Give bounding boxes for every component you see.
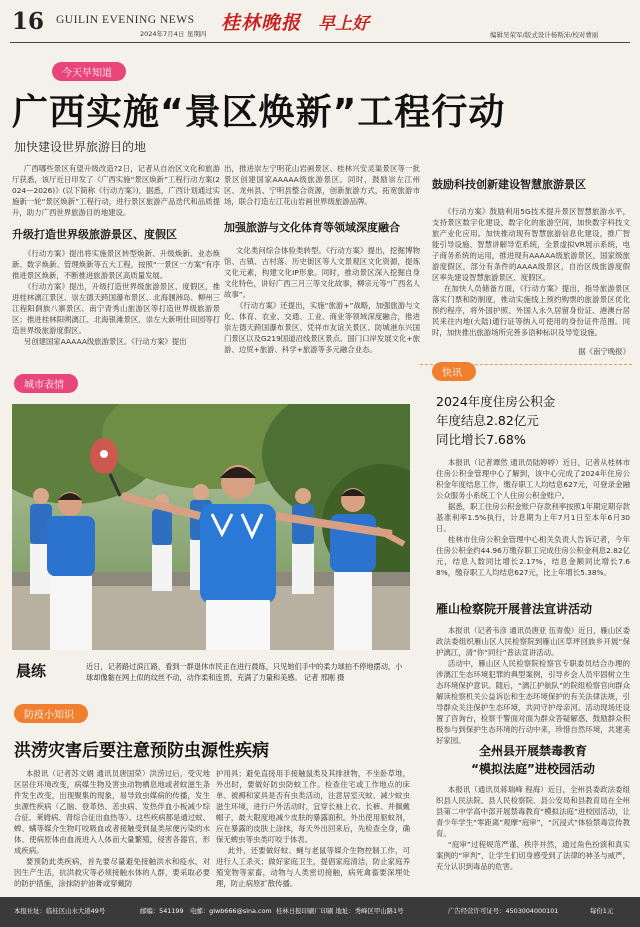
footer-postcode: 邮编：541199 (140, 907, 184, 915)
footer-email: 电邮：glwb666@sina.com (190, 907, 272, 915)
footer-bar (0, 897, 640, 927)
footer-address: 本报社址：临桂区山水大道49号 (14, 907, 106, 915)
section-tag-fast: 快讯 (432, 362, 476, 381)
flood-col-2 (216, 768, 410, 889)
photo-illustration (12, 404, 410, 650)
section-tag-today: 今天早知道 (52, 62, 126, 81)
masthead-rule (10, 42, 630, 43)
page-number: 16 (12, 8, 45, 35)
footer-printer: 桂林日报印刷厂印刷 地址：秀峰区甲山路1号 (276, 907, 404, 915)
article-col-1 (12, 163, 220, 347)
section-tag-health: 防疫小知识 (14, 704, 88, 723)
photo-title: 晨练 (16, 662, 47, 680)
article-paragraph: 《行动方案》提出将实施景区转型焕新、升级焕新、业态焕新、数字焕新、管理焕新等五大工程，按照“一景区一方案”有序推进景区焕新，不断推进旅游景区高质量发展。 (12, 249, 220, 280)
masthead (0, 0, 640, 40)
paper-name-en: GUILIN EVENING NEWS (56, 14, 195, 26)
flood-col-1 (14, 768, 210, 889)
footer-price: 每份1元 (590, 907, 614, 915)
fund-paragraph: 据悉，职工住房公积金账户存款利率按照1年期定期存款基准利率1.5%执行，计息期为上年7月1日至本年6月30日。 (436, 502, 630, 533)
flood-paragraph: 此外，还要做好蚊、蝇与老鼠等媒介生物控制工作，可进行人工杀灭；做好家庭卫生，提倡家庭清洁，防止家庭养殖宠物等家畜，动物与人类密切接触，病死禽畜要深埋处理，防止病原扩散传播。 (216, 846, 410, 888)
article-col-3 (432, 176, 630, 357)
headline: 广西实施“景区焕新”工程行动 (12, 92, 506, 133)
fund-title-2: 年度结息2.82亿元 (436, 413, 539, 428)
flood-paragraph: 护用具；避免直接用手接触鼠类及其排泄物，不坐卧草堆，外出时，要做好防虫防蚊工作。检查住宅或工作地点的床单、被褥和家具是否有虫类活动，注意居室灭蚊、减少蚊虫滋生环境，进行户外活动时，宜穿长袖上衣、长裤、并佩戴帽子，最大限度地减少皮肤的暴露面积。外出使用驱蚊剂，应在暴露的皮肤上涂抹，每天外出回来后，先检查全身，确保无蜱虫等虫类叮咬于体表。 (216, 769, 410, 844)
yanshan-paragraph: 活动中，雁山区人民检察院检察官专职委员结合办理的涉漓江生态环境犯罪的典型案例，引导乡会人员牢固树立生态环境保护意识。随后，“漓江护航队”的院组检察官向群众解读检察机关公益诉讼和生态环境保护的有关法律法规，引导群众关注保护生态环境，共同守护母亲河。活动现场还设置了咨询台，检察干警面对面为群众答疑解惑，鼓励群众积极参与到保护生态环境的行动中来，珍惜自然环境，共建美好家园。 (436, 659, 630, 745)
fund-title-1: 2024年度住房公积金 (436, 394, 556, 409)
fund-article (436, 392, 630, 578)
photo-morning-exercise (12, 404, 410, 650)
article-col-2 (224, 163, 420, 355)
article-subhead-2: 加强旅游与文化体育等领域深度融合 (224, 221, 400, 234)
subheadline: 加快建设世界旅游目的地 (14, 140, 147, 154)
flood-headline: 洪涝灾害后要注意预防虫源性疾病 (14, 741, 269, 761)
editor-credits: 编辑吴荣军/版式设计杨斯沛/校对曹丽 (490, 31, 599, 39)
article-subhead-3: 鼓励科技创新建设智慧旅游景区 (432, 178, 586, 191)
photo-caption: 近日，记者路过滨江路，看到一群退休市民正在进行晨练，只见她们手中的柔力球拍不停地摆动，小球却像黏在网上似的纹丝不动，动作柔和连贯，充满了力量和美感。 记者 邢刚 摄 (86, 662, 403, 682)
quanzhou-paragraph: “庭审”过程规范严谨、秩序井然，通过角色扮演和真实案例的“审判”，让学生们切身感受到了法律的神圣与威严，充分认识到毒品的危害。 (436, 840, 630, 871)
article-paragraph: 《行动方案》提出，升级打造世界级旅游景区、度假区，推进桂林漓江景区、崇左德天跨国瀑布景区、北海涠洲岛、柳州三江程阳侗族八寨景区、南宁青秀山旅游区等打造世界级旅游景区；推进桂林阳朔漓江、北海银滩景区、崇左大新明仕田园等打造世界级旅游度假区。 (12, 282, 220, 335)
quanzhou-paragraph: 本报讯（通讯员蒋瑞峰 程海）近日，全州县委政法委组织县人民法院、县人民检察院、县公安局和县教育局在全州县第二中学高中部开展禁毒教育“模拟法庭”进校园活动，让青少年学生“零距离”观摩“庭审”，“沉浸式”体验禁毒宣传教育。 (436, 785, 630, 838)
flood-paragraph: 本报讯（记者苏文娟 通讯员唐国荣）洪涝过后，受灾地区居住环境改变，病媒生物及害虫动物栖息地或者蚊滋生条件发生改变，出现聚集的现象，易导致虫媒病的传播，发生虫源性疾病（乙脑、登革热、恙虫病、发热伴血小板减少综合征、莱姆病、肾综合征出血热等）。这些疾病都是通过蚊、蜱、螨等媒介生物叮咬吸血或者接触受到鼠类尿便污染的水体、使病原体由血液进入人体而大量繁殖，侵害各器官，形成疾病。 (14, 769, 210, 855)
section-tag-city: 城市表情 (14, 374, 78, 393)
article-paragraph: 文化类问综合体验类转型。《行动方案》提出，挖掘博物馆、古镇、古村落、历史街区等人文景观区文化资源，提炼文化元素，构建文化IP形象。同时，推动景区深入挖掘自身文化特色，讲好广西三月三等文化故事，柳宗元等“广西名人故事”。 (224, 246, 420, 299)
quanzhou-title-1: 全州县开展禁毒教育 (478, 744, 587, 758)
article-intro: 广西哪些景区有望升级改造?2日，记者从自治区文化和旅游厅获悉，该厅近日印发了《广西实施“景区焕新”工程行动方案(2024—2026)》(以下简称《行动方案》)，据悉，广西计划通过实施新一轮“景区焕新”工程行动，进行景区旅游产品迭代和品质提升，助力广西世界旅游目的地建设。 (12, 164, 220, 217)
quanzhou-article (436, 742, 630, 872)
article-paragraph: 出，推进崇左宁明花山岩画景区、桂林兴安灵渠景区等一批景区创建国家AAAAA级旅游景区。同时，鼓励崇左江州区、龙州县、宁明县整合资源，创新旅游方式，拓宽旅游市场，联合打造左江花山岩画世界级旅游品牌。 (224, 164, 420, 206)
yanshan-paragraph: 本报讯（记者韦彦 通讯员唐亚 伍青俊）近日，雁山区委政法委组织雁山区人民检察院到雁山区草坪回族乡开展“保护漓江，清”你“同行”普法宣讲活动。 (436, 626, 630, 657)
article-credit: 据《南宁晚报》 (578, 347, 630, 356)
article-paragraph: 《行动方案》还提出，实施“旅游+”战略，加强旅游与文化、体育、农业、交通、工业、商业等领域深度融合，推进崇左德天跨国瀑布景区、凭祥市友谊关景区、防城港东兴国门景区以及G219国道沿线景区景点、国门口岸发展文化+旅游、边贸+旅游、科学+旅游等多元融合业态。 (224, 301, 421, 354)
fund-paragraph: 本报讯（记者谭然 通讯员陆婷婷）近日，记者从桂林市住房公积金管理中心了解到，该中心完成了2024年住房公积金年度结息工作，缴存职工人均结息627元，可登录金融公众服务小系统工个人住房公积金账户。 (436, 458, 630, 500)
issue-date: 2024年7月4日 (140, 30, 185, 38)
quanzhou-title-2: “模拟法庭”进校园活动 (471, 762, 595, 776)
issue-weekday: 星期四 (187, 30, 207, 38)
fund-title-3: 同比增长7.68% (436, 432, 526, 447)
section-name: 早上好 (318, 14, 369, 34)
yanshan-article (436, 600, 630, 746)
article-subhead-1: 升级打造世界级旅游景区、度假区 (12, 228, 177, 241)
paper-name-cn: 桂林晚报 (221, 12, 302, 34)
footer-license: 广告经营许可证号：4503004000101 (448, 907, 559, 915)
fund-paragraph: 桂林市住房公积金管理中心相关负责人告诉记者，今年住房公积金约44.96万缴存职工完成住房公积金利息2.82亿元，结息人数同比增长2.17%，结息金额同比增长7.68%，缴存职工人均结息627元，比上年增长5.38%。 (436, 535, 630, 577)
article-paragraph: 另创建国家AAAAA级旅游景区。《行动方案》提出 (23, 337, 187, 346)
fast-news-tag (420, 364, 632, 380)
yanshan-title: 雁山检察院开展普法宣讲活动 (436, 602, 593, 616)
article-paragraph: 《行动方案》鼓励利用5G技术提升景区智慧旅游水平，支持景区数字化建设、数字化的旅游空间，加快数字科技文旅产业化应用。加快推动现有智慧旅游信息化建设，推广智能引导设施、智慧讲解导览系统，全景虚拟VR展示系统，电子商务系统的运用，推进现有AAAAA级旅游景区，国家级旅游度假区，部分有条件的AAAA级景区，自治区级旅游度假区率先建设智慧旅游景区、度假区。 (432, 207, 630, 282)
article-paragraph: 在加快人员储备方面，《行动方案》提出，指导旅游景区落实门票和防制度，推动实施线上预约购票的旅游景区优化预约程序，将外国护照、外国人永久居留身份证、港澳台居民来往内地(大陆)通行证等纳入可使用的身份证件范围。同时，加快推出旅游场所完善多语种标识及导览设施。 (432, 284, 630, 337)
flood-paragraph: 要预防此类疾病，首先要尽量避免接触洪水和疫水，对因生产生活，抗洪救灾等必须接触水体的人群，要采取必要的防护措施，涂抹防护油膏或穿戴防 (14, 857, 210, 888)
